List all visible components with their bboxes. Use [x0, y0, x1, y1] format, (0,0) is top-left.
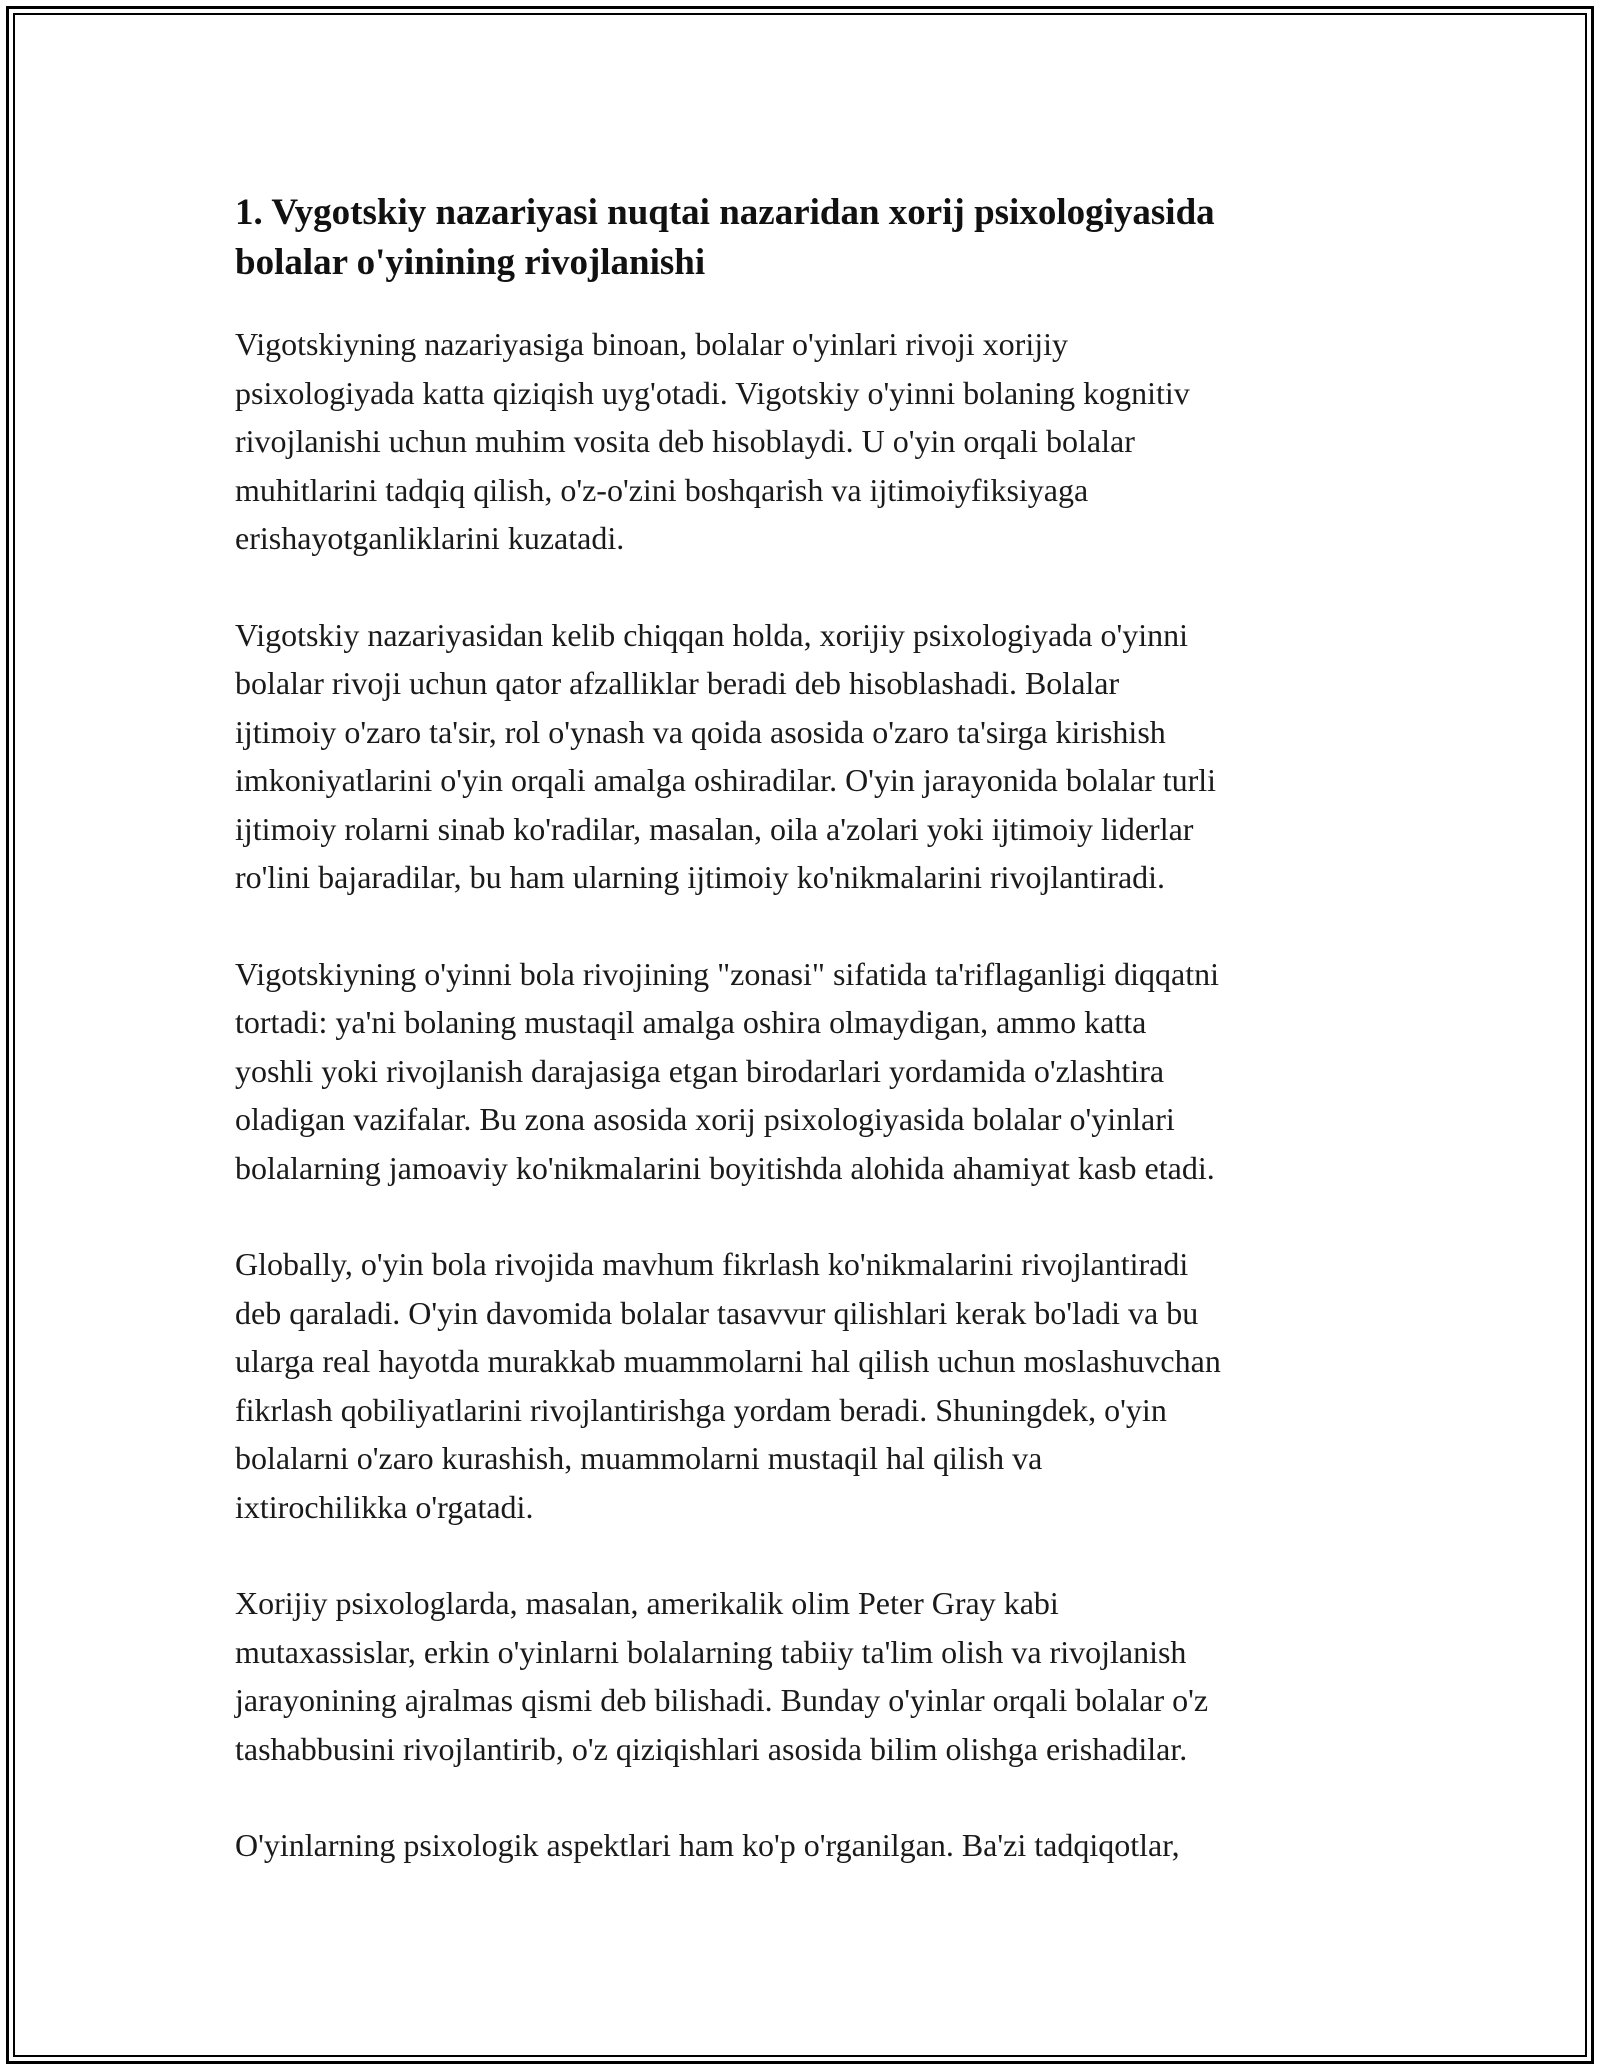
- text-line: ijtimoiy o'zaro ta'sir, rol o'ynash va qoida asosida o'zaro ta'sirga kirishish: [235, 713, 1166, 750]
- paragraph-2: [235, 611, 1375, 902]
- text-line: ularga real hayotda murakkab muammolarni hal qilish uchun moslashuvchan: [235, 1343, 1221, 1379]
- text-line: Vigotskiy nazariyasidan kelib chiqqan holda, xorijiy psixologiyada o'yinni: [235, 616, 1188, 653]
- text-line: tortadi: ya'ni bolaning mustaqil amalga oshira olmaydigan, ammo katta: [235, 1004, 1147, 1040]
- paragraph-3: [235, 950, 1375, 1193]
- document-body: [235, 188, 1375, 1918]
- text-line: fikrlash qobiliyatlarini rivojlantirishga yordam beradi. Shuningdek, o'yin: [235, 1391, 1167, 1428]
- text-line: imkoniyatlarini o'yin orqali amalga oshiradilar. O'yin jarayonida bolalar turli: [235, 762, 1217, 798]
- text-line: Globally, o'yin bola rivojida mavhum fikrlash ko'nikmalarini rivojlantiradi: [235, 1246, 1189, 1282]
- text-line: ijtimoiy rolarni sinab ko'radilar, masalan, oila a'zolari yoki ijtimoiy liderlar: [235, 810, 1194, 847]
- text-line: tashabbusini rivojlantirib, o'z qiziqishlari asosida bilim olishga erishadilar.: [235, 1730, 1188, 1767]
- text-line: erishayotganliklarini kuzatadi.: [235, 520, 625, 556]
- text-line: bolalarning jamoaviy ko'nikmalarini boyitishda alohida ahamiyat kasb etadi.: [235, 1149, 1215, 1186]
- text-line: Xorijiy psixologlarda, masalan, amerikalik olim Peter Gray kabi: [235, 1585, 1059, 1621]
- text-line: ro'lini bajaradilar, bu ham ularning ijtimoiy ko'nikmalarini rivojlantiradi.: [235, 859, 1166, 895]
- text-line: Vigotskiyning o'yinni bola rivojining "zonasi" sifatida ta'riflaganligi diqqatni: [235, 955, 1220, 992]
- text-line: muhitlarini tadqiq qilish, o'z-o'zini boshqarish va ijtimoiyfiksiyaga: [235, 471, 1089, 508]
- text-line: deb qaraladi. O'yin davomida bolalar tasavvur qilishlari kerak bo'ladi va bu: [235, 1294, 1199, 1331]
- text-line: oladigan vazifalar. Bu zona asosida xorij psixologiyasida bolalar o'yinlari: [235, 1101, 1175, 1137]
- paragraph-1: [235, 320, 1375, 563]
- text-line: bolalar rivoji uchun qator afzalliklar beradi deb hisoblashadi. Bolalar: [235, 665, 1120, 701]
- text-line: ixtirochilikka o'rgatadi.: [235, 1488, 534, 1525]
- paragraph-5: [235, 1579, 1375, 1773]
- text-line: mutaxassislar, erkin o'yinlarni bolalarning tabiiy ta'lim olish va rivojlanish: [235, 1633, 1187, 1670]
- text-line: bolalarni o'zaro kurashish, muammolarni mustaqil hal qilish va: [235, 1440, 1043, 1476]
- text-line: Vigotskiyning nazariyasiga binoan, bolalar o'yinlari rivoji xorijiy: [235, 326, 1068, 362]
- paragraph-6: [235, 1821, 1375, 1870]
- section-heading: [235, 188, 1375, 288]
- heading-line: bolalar o'yinining rivojlanishi: [235, 242, 706, 283]
- text-line: yoshli yoki rivojlanish darajasiga etgan birodarlari yordamida o'zlashtira: [235, 1052, 1165, 1089]
- text-line: psixologiyada katta qiziqish uyg'otadi. Vigotskiy o'yinni bolaning kognitiv: [235, 374, 1190, 411]
- heading-line: 1. Vygotskiy nazariyasi nuqtai nazaridan xorij psixologiyasida: [235, 192, 1215, 233]
- text-line: O'yinlarning psixologik aspektlari ham ko'p o'rganilgan. Ba'zi tadqiqotlar,: [235, 1827, 1180, 1863]
- text-line: rivojlanishi uchun muhim vosita deb hisoblaydi. U o'yin orqali bolalar: [235, 423, 1135, 459]
- text-line: jarayonining ajralmas qismi deb bilishadi. Bunday o'yinlar orqali bolalar o'z: [235, 1682, 1209, 1718]
- paragraph-4: [235, 1240, 1375, 1531]
